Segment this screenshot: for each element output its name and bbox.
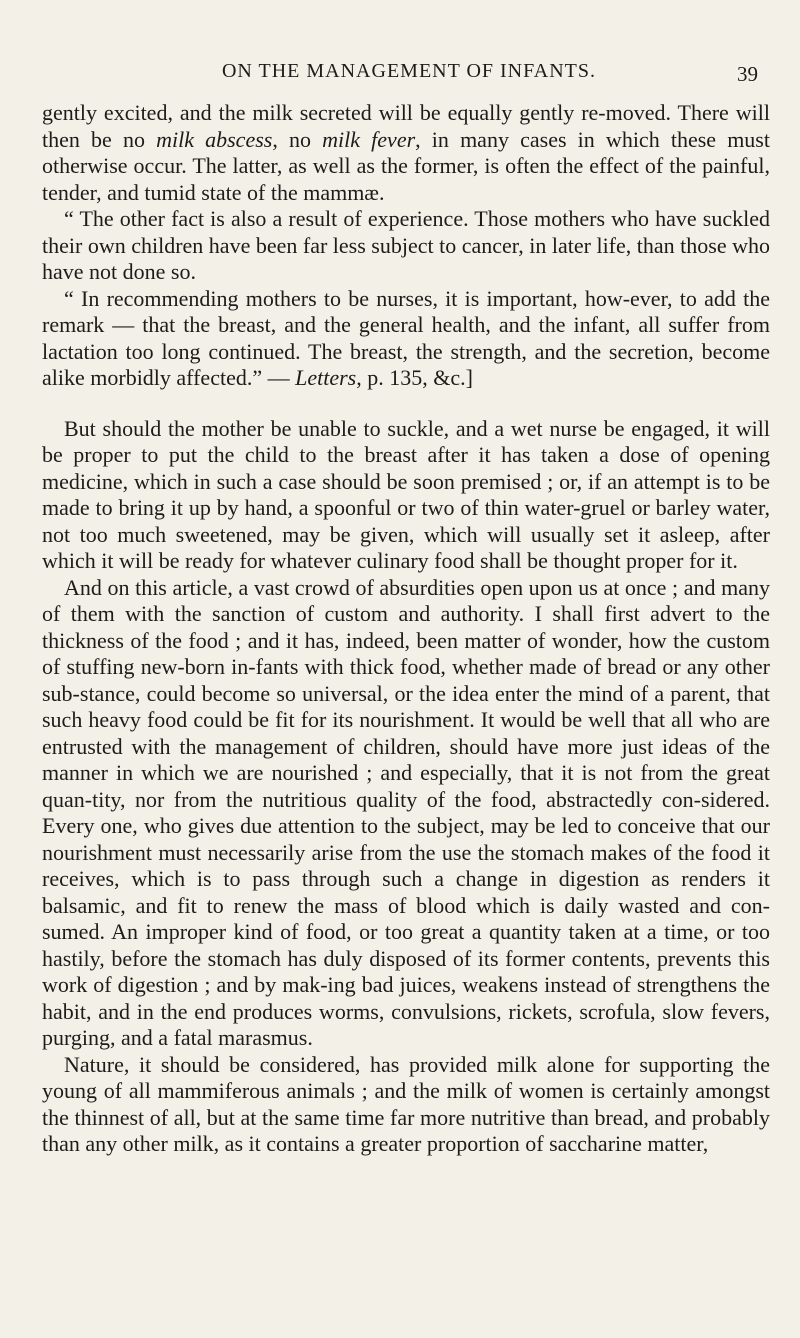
page-number: 39 [737,62,758,86]
paragraph: Nature, it should be considered, has provided milk alone for supporting the young of all mammiferous animals ; and the milk of women is certainly amongst the thinnest of all, but at the same time far more nutritive than bread, and probably than any other milk, as it contains a greater proportion of saccharine matter, [42,1051,770,1156]
italic-term: milk abscess [156,126,273,152]
running-head: ON THE MANAGEMENT OF INFANTS. [221,60,596,82]
text-run: , in many cases in which these must otherwise occur. The latter, as well as the former, is often the effect of the painful, tender, and tumid state of the mammæ. [42,126,770,205]
text-run: gently excited, and the milk secreted will be equally gently re-moved. There will then be no [42,100,770,152]
body-text [42,100,770,1158]
paragraph: And on this article, a vast crowd of absurdities open upon us at once ; and many of them with the sanction of custom and authority. I shall first advert to the thickness of the food ; and it has, indeed, been matter of wonder, how the custom of stuffing new-born in-fants with thick food, whether made of bread or any other sub-stance, could become so universal, or the idea enter the mind of a parent, that such heavy food could be fit for its nourishment. It would be well that all who are entrusted with the management of children, should have more just ideas of the manner in which we are nourished ; and especially, that it is not from the great quan-tity, nor from the nutritious quality of the food, abstractedly con-sidered. Every one, who gives due attention to the subject, may be led to conceive that our nourishment must necessarily arise from the use the stomach makes of the food it receives, which is to pass through such a change in digestion as renders it balsamic, and fit to renew the mass of blood which is daily wasted and con-sumed. An improper kind of food, or too great a quantity taken at a time, or too hastily, before the stomach has duly disposed of its former contents, prevents this work of digestion ; and by mak-ing bad juices, weakens instead of strengthens the habit, and in the end produces worms, convulsions, rickets, scrofula, slow fevers, purging, and a fatal marasmus. [42,574,770,1050]
paragraph [42,286,770,392]
paragraph: But should the mother be unable to suckle, and a wet nurse be engaged, it will be proper to put the child to the breast after it has taken a dose of opening medicine, which in such a case should be soon premised ; or, if an attempt is to be made to bring it up by hand, a spoonful or two of thin water-gruel or barley water, not too much sweetened, may be given, which will usually set it asleep, after which it will be ready for whatever culinary food shall be thought proper for it. [42,415,770,573]
italic-term: milk fever [322,126,416,152]
text-run: , no [272,126,323,152]
page-header [60,60,758,90]
text-run: , p. 135, &c.] [356,365,473,390]
italic-citation: Letters [295,365,357,390]
paragraph: “ The other fact is also a result of experience. Those mothers who have suckled their own children have been far less subject to cancer, in later life, than those who have not done so. [42,206,770,284]
text-run: “ In recommending mothers to be nurses, it is important, how-ever, to add the remark — that the breast, and the general health, and the infant, all suffer from lactation too long continued. The breast, the strength, and the secretion, become alike morbidly affected.” — [42,285,770,390]
paragraph [42,100,770,206]
